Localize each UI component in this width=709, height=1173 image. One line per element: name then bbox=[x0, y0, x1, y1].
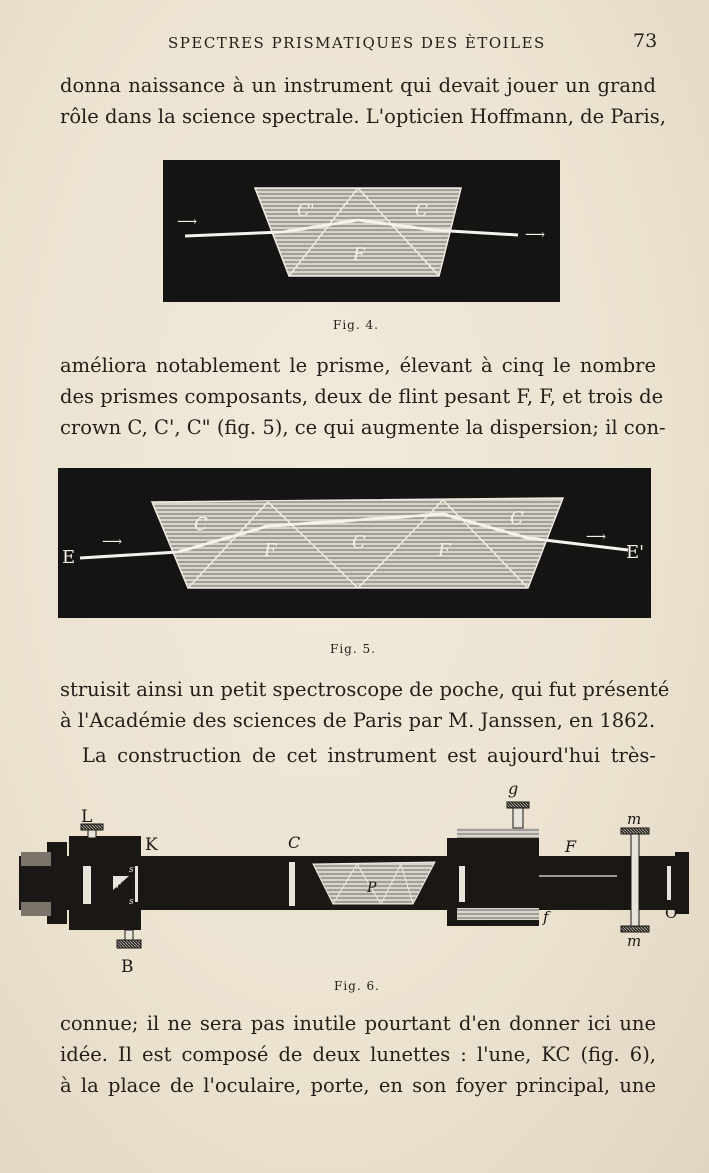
label-e-prime: E' bbox=[626, 542, 645, 563]
text-line: idée. Il est composé de deux lunettes : l'une, KC (fig. 6), bbox=[60, 1043, 656, 1066]
label-m-bottom: m bbox=[627, 932, 642, 950]
label-s-top: s bbox=[129, 865, 134, 875]
label-f: F bbox=[353, 245, 365, 265]
label-s-bottom: s bbox=[129, 897, 134, 907]
paragraph-3 bbox=[60, 674, 670, 736]
label-r: r bbox=[116, 881, 121, 891]
label-o: O bbox=[665, 904, 678, 922]
text-line: à la place de l'oculaire, porte, en son foyer principal, une bbox=[60, 1074, 656, 1097]
label-p: P bbox=[367, 880, 377, 896]
label-c-prime: C' bbox=[297, 201, 315, 221]
paragraph-5 bbox=[60, 1008, 656, 1101]
figure-5-prism-diagram bbox=[58, 468, 651, 618]
label-b: B bbox=[121, 957, 134, 977]
text-line: rôle dans la science spectrale. L'opticien Hoffmann, de Paris, bbox=[60, 105, 666, 128]
paragraph-4 bbox=[60, 740, 656, 771]
label-l: L bbox=[81, 807, 93, 827]
exit-arrow: ⟶ bbox=[525, 227, 546, 243]
label-k: K bbox=[145, 835, 158, 855]
label-c-left: C bbox=[194, 514, 208, 535]
figure-6-caption: Fig. 6. bbox=[334, 979, 380, 993]
text-line: à l'Académie des sciences de Paris par M. Janssen, en 1862. bbox=[60, 709, 656, 732]
paragraph-2 bbox=[60, 350, 666, 443]
paragraph-1 bbox=[60, 70, 666, 132]
text-line: des prismes composants, deux de flint pesant F, F, et trois de bbox=[60, 385, 664, 408]
figure-4-prism-diagram bbox=[163, 160, 560, 302]
label-e: E bbox=[62, 547, 76, 568]
label-f-left: F bbox=[264, 540, 277, 561]
text-line: La construction de cet instrument est aujourd'hui très- bbox=[82, 744, 656, 767]
figure-6-spectroscope-diagram bbox=[17, 780, 693, 980]
exit-arrow: ⟶ bbox=[586, 529, 607, 545]
figure-4-caption: Fig. 4. bbox=[333, 318, 379, 332]
text-line: connue; il ne sera pas inutile pourtant d'en donner ici une bbox=[60, 1012, 656, 1035]
label-g: g bbox=[508, 780, 519, 798]
page-number: 73 bbox=[633, 30, 658, 52]
text-line: améliora notablement le prisme, élevant à cinq le nombre bbox=[60, 354, 656, 377]
label-c-middle: C bbox=[352, 532, 366, 553]
label-f-lower: f bbox=[543, 908, 549, 926]
figure-5-caption: Fig. 5. bbox=[330, 642, 376, 656]
label-f-upper: F bbox=[565, 837, 577, 856]
label-c: C bbox=[288, 833, 301, 852]
text-line: struisit ainsi un petit spectroscope de poche, qui fut présenté bbox=[60, 678, 670, 701]
text-line: donna naissance à un instrument qui devait jouer un grand bbox=[60, 74, 656, 97]
page-header bbox=[0, 30, 709, 60]
label-c: C bbox=[415, 201, 429, 221]
entry-arrow: ⟶ bbox=[102, 534, 123, 550]
running-title: SPECTRES PRISMATIQUES DES ÈTOILES bbox=[168, 34, 546, 52]
label-c-right: C bbox=[510, 508, 524, 529]
label-f-right: F bbox=[438, 540, 451, 561]
entry-arrow: ⟶ bbox=[177, 214, 198, 230]
label-m-top: m bbox=[627, 810, 642, 828]
text-line: crown C, C', C" (fig. 5), ce qui augmente la dispersion; il con- bbox=[60, 416, 666, 439]
